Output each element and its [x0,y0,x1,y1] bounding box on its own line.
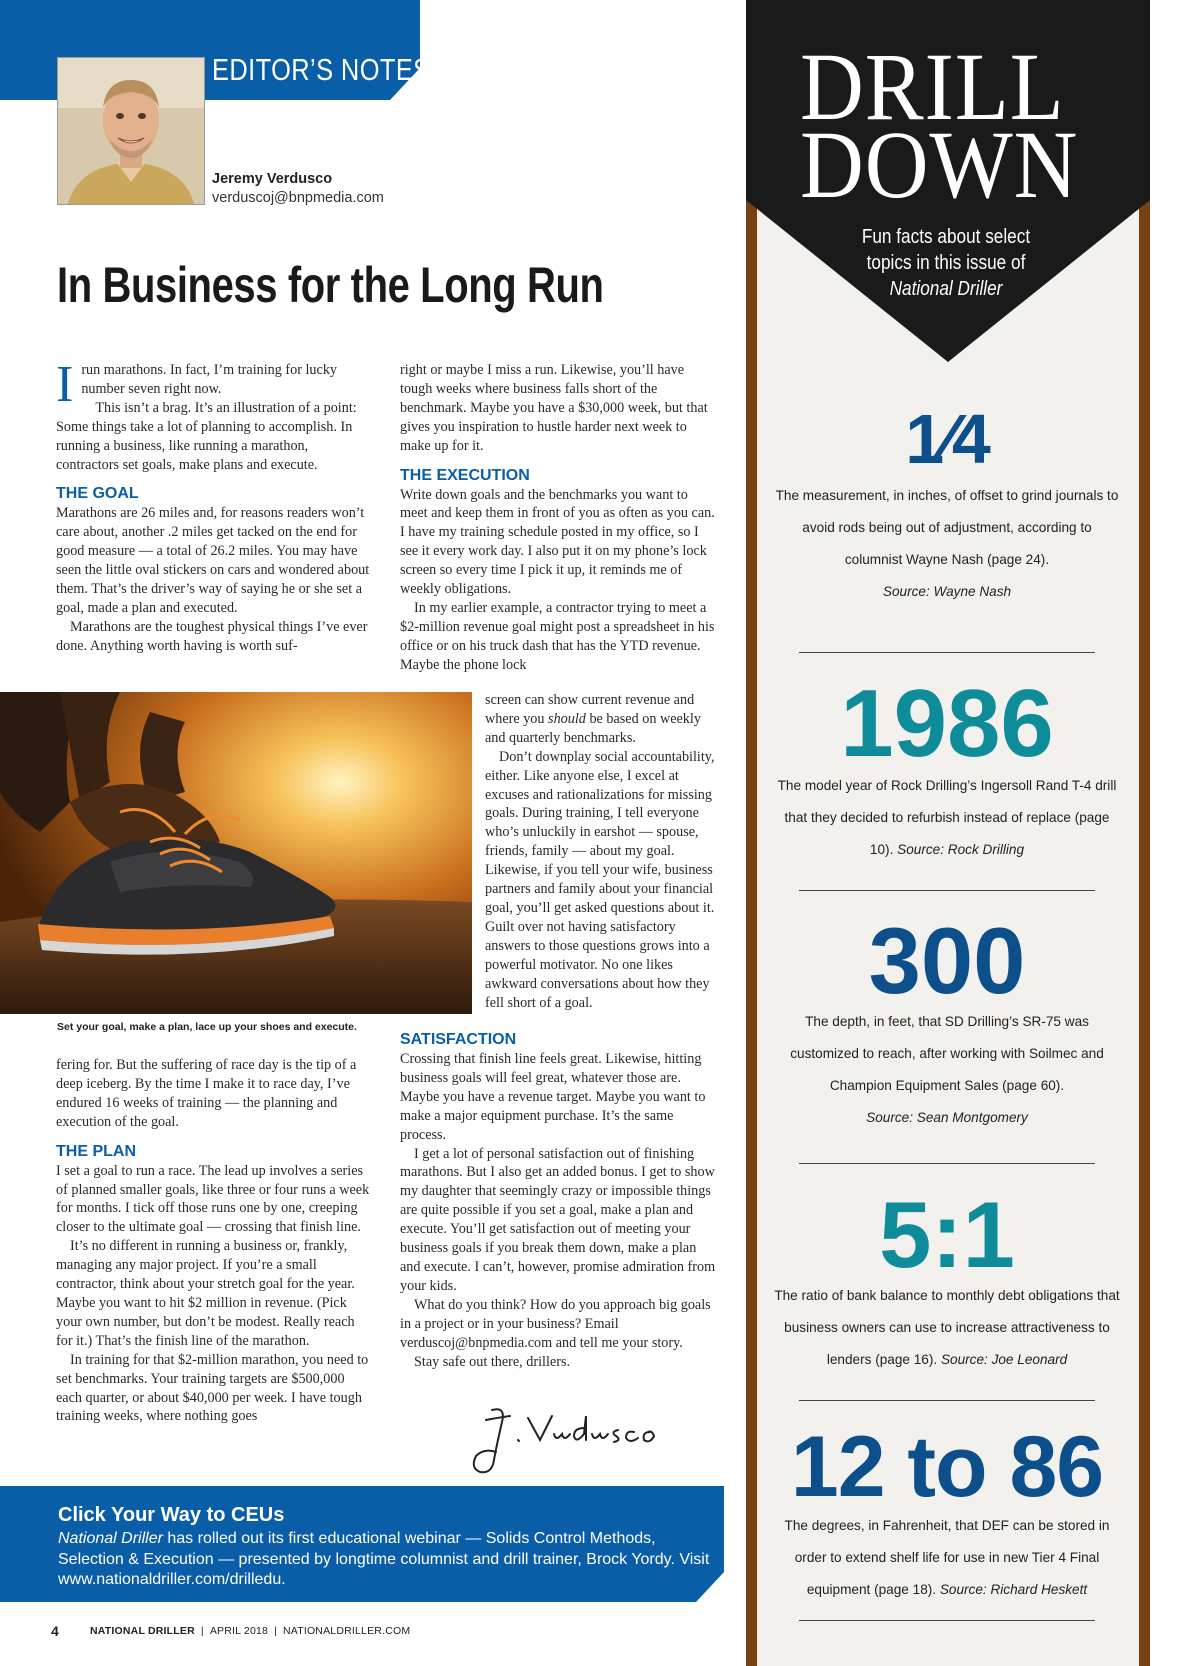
satisfaction-paragraph-2: I get a lot of personal satisfaction out of finishing marathons. But I also get an added bonus. I get to show my daughter that seemingly crazy or impossible things are quite possible if you set a goal, make a plan and execute. You’ll get satisfaction out of meeting your business goals if you break them down, make a plan and execute. I can’t, however, promise admiration from your kids. [400,1145,716,1294]
fact-text: The depth, in feet, that SD Drilling’s SR-75 was customized to reach, after working with Soilmec and Champion Equipment Sales (page 60). [790,1014,1104,1093]
article-headline: In Business for the Long Run [57,257,604,313]
page-footer: NATIONAL DRILLER | APRIL 2018 | NATIONALDRILLER.COM [90,1625,411,1637]
fact-source: Source: Joe Leonard [940,1352,1068,1367]
goal-paragraph-1: Marathons are 26 miles and, for reasons readers won’t care about, another .2 miles get tacked on the end for good measure — a total of 26.2 miles. You may have seen the little oval stickers on cars and wondered about them. That’s the driver’s way of saying he or she set a goal, made a plan and executed. [56,505,370,616]
fact-source: Source: Richard Heskett [939,1582,1088,1597]
page-number: 4 [51,1623,59,1639]
ceu-promo-text: National Driller has rolled out its first educational webinar — Solids Control Methods, Selection & Execution — presented by longtime columnist and drill trainer, Brock Yordy. Visit www.nationaldriller.com/drilledu. [58,1530,710,1588]
fact-value: 1986 [840,670,1054,777]
subhead-the-execution: THE EXECUTION [400,466,530,484]
article-column-2-top [400,361,718,675]
execution-paragraph-2-cont: screen can show current revenue and where you should be based on weekly and quarterly benchmarks. [485,692,701,746]
plan-paragraph-2: It’s no different in running a business or, frankly, managing any major project. If you’re a small contractor, think about your stretch goal for the year. Maybe you want to hit $2 million in revenue. (Pick your own number, but don’t be modest. Really reach for it.) That’s the finish line of the marathon. [56,1238,355,1349]
footer-publication: NATIONAL DRILLER [90,1625,195,1637]
subhead-the-plan: THE PLAN [56,1142,136,1160]
fact-divider [799,652,1095,653]
subhead-satisfaction: SATISFACTION [400,1031,517,1048]
article-column-2-bottom [400,1030,718,1371]
author-name: Jeremy Verdusco [212,171,333,187]
satisfaction-paragraph-3: What do you think? How do you approach big goals in a project or in your business? Email verduscoj@bnpmedia.com and tell me your story. [400,1296,711,1351]
author-email[interactable]: verduscoj@bnpmedia.com [212,190,384,206]
fact-source: Source: Wayne Nash [882,584,1012,599]
article-column-1-bottom [56,1056,374,1426]
article-column-1-top [56,356,374,656]
fact-divider [799,1400,1095,1401]
sidebar-subtitle: Fun facts about select topics in this issue of National Driller [861,226,1031,300]
execution-paragraph-2: In my earlier example, a contractor trying to meet a $2-million revenue goal might post a spreadsheet in his office or on his truck dash that has the YTD revenue. Maybe the phone lock [400,599,715,673]
fact-value: 12 to 86 [790,1419,1104,1515]
satisfaction-paragraph-1: Crossing that finish line feels great. Likewise, hitting business goals will feel great, whatever those are. Maybe you have a revenue target. Maybe you want to make a major equipment purchase. It’s the same process. [400,1051,706,1143]
fact-text: The degrees, in Fahrenheit, that DEF can be stored in order to extend shelf life for use in new Tier 4 Final equipment (page 18). Source: Richard Heskett [784,1518,1110,1597]
section-title: EDITOR’S NOTES [212,52,431,87]
fact-value: 300 [868,908,1026,1013]
fact-divider [799,1163,1095,1164]
fact-value: 5:1 [879,1182,1015,1287]
fact-text: The measurement, in inches, of offset to grind journals to avoid rods being out of adjustment, according to columnist Wayne Nash (page 24). [775,488,1119,567]
intro-paragraph: run marathons. In fact, I’m training for lucky number seven right now. [81,362,338,397]
fact-3 [772,908,1122,1134]
footer-issue: APRIL 2018 [209,1625,269,1637]
plan-paragraph-1: I set a goal to run a race. The lead up involves a series of planned smaller goals, like three or four runs a week for months. I tick off those runs one by one, creeping closer to the ultimate goal — crossing that finish line. [56,1162,370,1236]
intro-paragraph-2: This isn’t a brag. It’s an illustration of a point: Some things take a lot of planning to accomplish. In running a business, like running a marathon, contractors set goals, make plans and execute. [56,399,357,473]
satisfaction-paragraph-4: Stay safe out there, drillers. [414,1353,571,1370]
execution-paragraph-3: Don’t downplay social accountability, either. Like anyone else, I excel at excuses and rationalizations for missing goals. During training, I tell everyone who’s unluckily in earshot — spouse, friends, family — about my goal. Likewise, if you tell your wife, business partners and family about your financial goal, you’ll get asked questions about it. Guilt over not having satisfactory answers to those questions grows into a powerful motivator. No one likes awkward conversations about how they fell short of a goal. [485,748,715,1011]
fact-value: 1⁄4 [905,400,989,478]
fact-text: The ratio of bank balance to monthly debt obligations that business owners can use to increase attractiveness to lenders (page 16). Source: Joe Leonard [774,1288,1120,1367]
plan-paragraph-3: In training for that $2-million marathon, you need to set benchmarks. Your training targets are $500,000 each quarter, or about $40,000 per week. I have tough training weeks, where nothing goes [56,1351,369,1425]
goal-paragraph-2: Marathons are the toughest physical things I’ve ever done. Anything worth having is worth suf- [56,618,368,654]
fact-divider [799,890,1095,891]
photo-caption: Set your goal, make a plan, lace up your shoes and execute. [57,1021,357,1033]
drop-cap: I [56,356,74,413]
sidebar-title: DRILL DOWN [800,33,1079,218]
fact-2 [772,670,1122,866]
footer-site[interactable]: NATIONALDRILLER.COM [283,1625,411,1637]
fact-1 [772,400,1122,608]
fact-source: Source: Rock Drilling [897,842,1025,857]
author-signature [466,1400,696,1480]
fact-divider [799,1620,1095,1621]
plan-paragraph-3-cont: right or maybe I miss a run. Likewise, you’ll have tough weeks where business falls short of the benchmark. Maybe you have a $30,000 week, but that gives you inspiration to hustle harder next week to make up for it. [400,362,708,454]
fact-text: The model year of Rock Drilling’s Ingersoll Rand T-4 drill that they decided to refurbish instead of replace (page 10). Source: Rock Drilling [777,778,1117,857]
goal-paragraph-2-cont: fering for. But the suffering of race day is the tip of a deep iceberg. By the time I make it to race day, I’ve endured 16 weeks of training — the planning and execution of the goal. [56,1057,357,1130]
fact-4 [772,1182,1122,1376]
fact-5 [772,1419,1122,1606]
subhead-the-goal: THE GOAL [56,485,139,503]
running-shoe-photo [0,692,472,1014]
execution-paragraph-1: Write down goals and the benchmarks you want to meet and keep them in front of you as often as you can. I have my training schedule posted in my office, so I see it every work day. I also put it on my phone’s lock screen so every time I pick it up, it reminds me of weekly obligations. [400,486,715,598]
author-photo [57,57,205,205]
article-column-2-narrow [485,691,720,1012]
ceu-promo-title[interactable]: Click Your Way to CEUs [58,1504,285,1526]
fact-source: Source: Sean Montgomery [866,1110,1028,1125]
